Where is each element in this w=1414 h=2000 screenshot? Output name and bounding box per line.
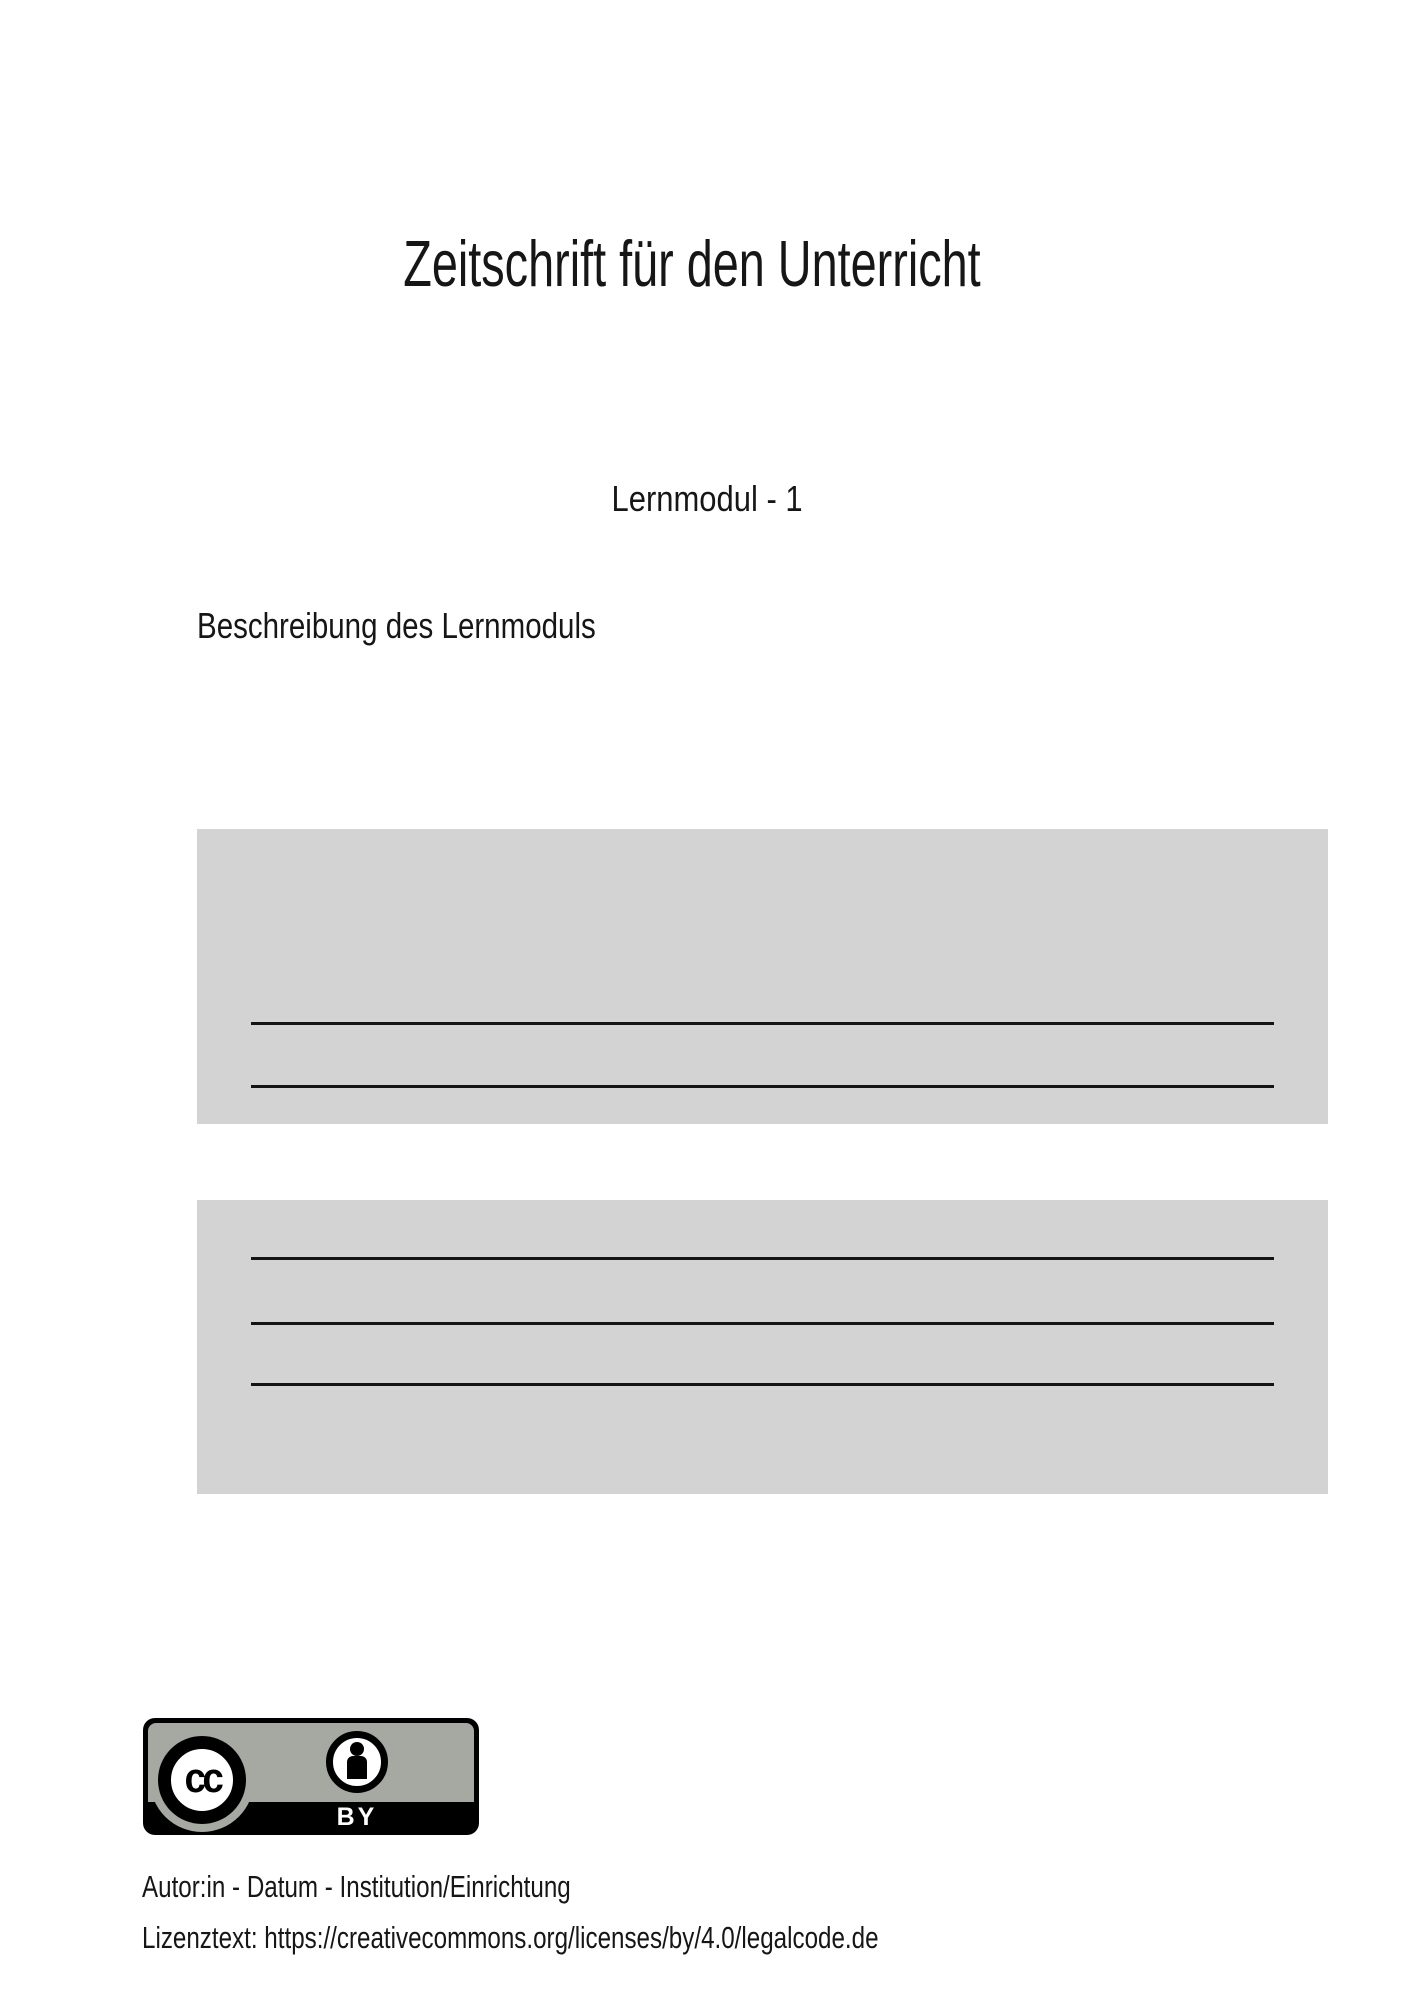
page-title-text: Zeitschrift für den Unterricht bbox=[403, 227, 981, 300]
cc-license-badge[interactable] bbox=[143, 1718, 479, 1835]
write-line bbox=[251, 1085, 1274, 1088]
footer-author-text: Autor:in - Datum - Institution/Einrichtung bbox=[142, 1869, 571, 1904]
cc-logo-icon bbox=[158, 1736, 246, 1824]
by-label: BY bbox=[336, 1803, 378, 1831]
write-line bbox=[251, 1257, 1274, 1260]
person-icon bbox=[333, 1738, 381, 1786]
attribution-person-icon bbox=[326, 1731, 388, 1793]
footer-author-line bbox=[142, 1869, 692, 1905]
write-line bbox=[251, 1322, 1274, 1325]
section-heading bbox=[197, 605, 683, 647]
page-title bbox=[0, 226, 1384, 301]
write-line bbox=[251, 1022, 1274, 1025]
footer-license-line bbox=[142, 1920, 1086, 1956]
cc-logo-letters: cc bbox=[184, 1754, 220, 1801]
footer-license-text: Lizenztext: https://creativecommons.org/licenses/by/4.0/legalcode.de bbox=[142, 1920, 879, 1955]
page-subtitle-text: Lernmodul - 1 bbox=[611, 478, 803, 519]
section-heading-text: Beschreibung des Lernmoduls bbox=[197, 605, 596, 646]
description-box-1 bbox=[197, 829, 1328, 1124]
write-line bbox=[251, 1383, 1274, 1386]
description-box-2 bbox=[197, 1200, 1328, 1494]
page-subtitle bbox=[0, 478, 1414, 520]
